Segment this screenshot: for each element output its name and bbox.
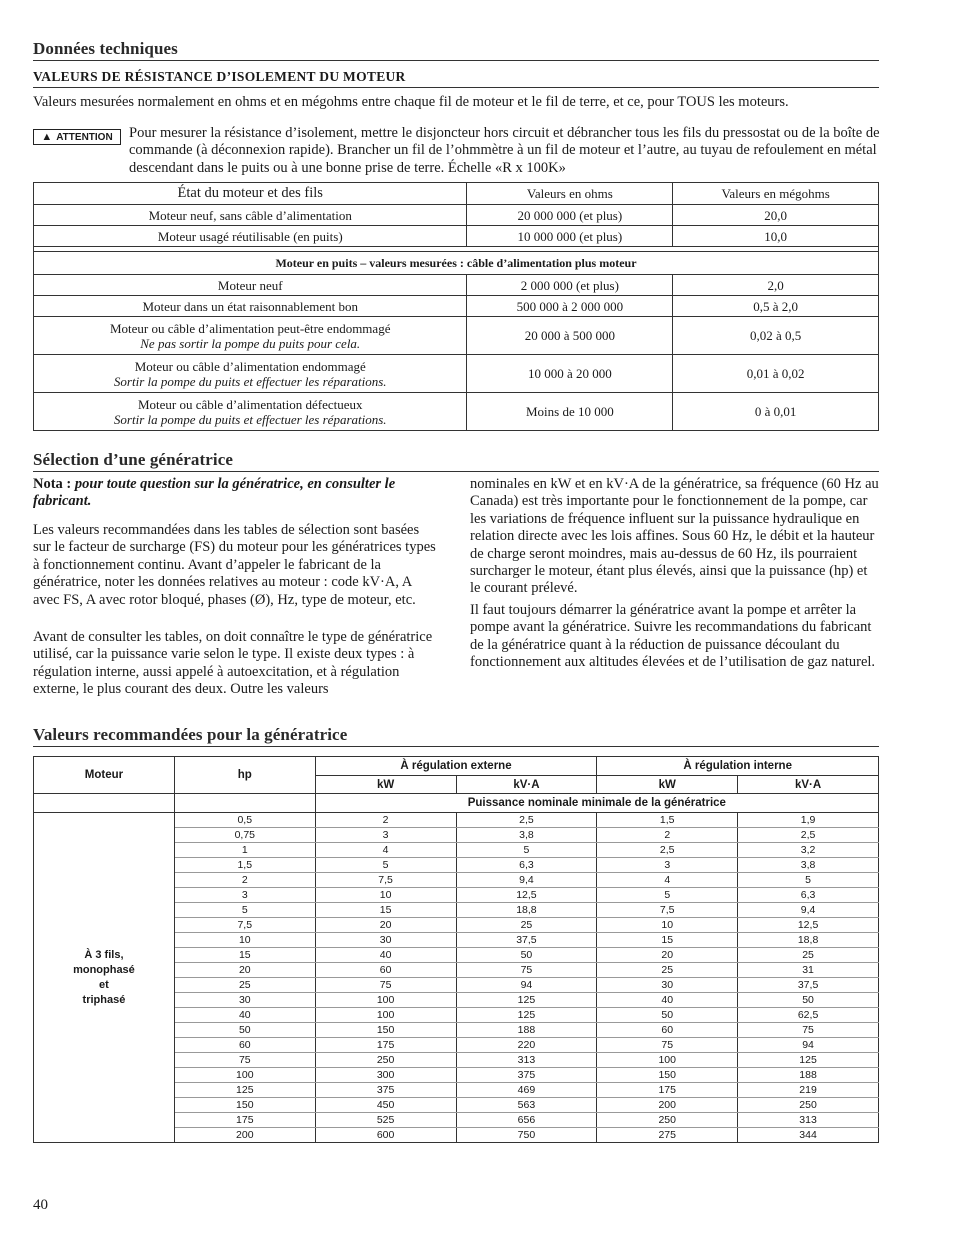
cell-kw-external: 5	[315, 858, 456, 873]
cell-kw-internal: 20	[597, 948, 738, 963]
cell-hp: 3	[174, 888, 315, 903]
cell-kw-internal: 275	[597, 1128, 738, 1143]
header-hp: hp	[174, 757, 315, 794]
cell-kw-external: 30	[315, 933, 456, 948]
table-header-row	[34, 757, 879, 776]
left-paragraph-2: Avant de consulter les tables, on doit connaître le type de génératrice utilisé, car la puissance varie selon le type. Il existe deux types : à régulation interne, aussi appelé à autoexcitation, et à régulation externe, le plus courant des deux. Outre les valeurs	[33, 629, 433, 698]
cell-kva-internal: 6,3	[738, 888, 879, 903]
cell-hp: 20	[174, 963, 315, 978]
cell-kw-internal: 2,5	[597, 843, 738, 858]
cell-kw-internal: 60	[597, 1023, 738, 1038]
cell-ohms: 500 000 à 2 000 000	[467, 296, 673, 317]
attention-text: Pour mesurer la résistance d’isolement, mettre le disjoncteur hors circuit et débrancher tous les fils du pressostat ou de la boîte de commande (à déconnexion rapide). Brancher un fil de l’ohmmètre à un fil de moteur et l’autre, au tuyau de refoulement en métal descendant dans le puits ou à une bonne prise de terre. Échelle «R x 100K»	[129, 125, 880, 176]
cell-kva-internal: 1,9	[738, 813, 879, 828]
cell-megohms: 0,02 à 0,5	[673, 317, 879, 355]
cell-kva-internal: 344	[738, 1128, 879, 1143]
cell-hp: 10	[174, 933, 315, 948]
table-row	[34, 317, 879, 355]
cell-kva-external: 563	[456, 1098, 597, 1113]
cell-kva-external: 469	[456, 1083, 597, 1098]
nota-paragraph	[33, 476, 433, 511]
cell-hp: 0,5	[174, 813, 315, 828]
cell-kva-internal: 94	[738, 1038, 879, 1053]
section-title-recommended-values: Valeurs recommandées pour la génératrice	[33, 725, 879, 747]
cell-kva-external: 18,8	[456, 903, 597, 918]
cell-kw-internal: 15	[597, 933, 738, 948]
cell-motor-type: À 3 fils, monophasé et triphasé	[34, 813, 175, 1143]
cell-state-note: Sortir la pompe du puits et effectuer les réparations.	[113, 373, 387, 389]
cell-state	[34, 393, 467, 431]
cell-hp: 125	[174, 1083, 315, 1098]
cell-kw-internal: 30	[597, 978, 738, 993]
cell-kw-external: 100	[315, 993, 456, 1008]
cell-kva-external: 50	[456, 948, 597, 963]
cell-kva-internal: 12,5	[738, 918, 879, 933]
cell-kva-external: 375	[456, 1068, 597, 1083]
cell-kw-internal: 2	[597, 828, 738, 843]
right-paragraph-1: nominales en kW et en kV·A de la génératrice, sa fréquence (60 Hz au Canada) est très importante pour le fonctionnement de la pompe, car les variations de fréquence influent sur la puissance hydraulique en relation directe avec les lois affines. Sous 60 Hz, le débit et la hauteur de charge seront moindres, mais au-dessus de 60 Hz, ils pourraient surcharger le moteur, étant plus élevés, ainsi que la puissance (hp) et le courant prélevé.	[470, 476, 879, 597]
cell-hp: 50	[174, 1023, 315, 1038]
cell-kw-external: 60	[315, 963, 456, 978]
cell-kva-internal: 125	[738, 1053, 879, 1068]
section-title-technical-data: Données techniques	[33, 39, 879, 61]
header-kva-internal: kV·A	[738, 776, 879, 794]
cell-state: Moteur neuf	[34, 275, 467, 296]
cell-megohms: 10,0	[673, 226, 879, 247]
cell-kw-internal: 40	[597, 993, 738, 1008]
header-external-regulation: À régulation externe	[315, 757, 597, 776]
cell-kva-external: 313	[456, 1053, 597, 1068]
generator-table-body	[34, 813, 879, 1143]
intro-paragraph: Valeurs mesurées normalement en ohms et en mégohms entre chaque fil de moteur et le fil de terre, et ce, pour TOUS les moteurs.	[33, 94, 789, 110]
cell-ohms: 20 000 à 500 000	[467, 317, 673, 355]
cell-kva-external: 125	[456, 1008, 597, 1023]
cell-kw-external: 375	[315, 1083, 456, 1098]
cell-ohms: 2 000 000 (et plus)	[467, 275, 673, 296]
cell-state	[34, 317, 467, 355]
cell-kva-external: 656	[456, 1113, 597, 1128]
cell-kw-external: 75	[315, 978, 456, 993]
cell-kw-external: 15	[315, 903, 456, 918]
cell-kw-external: 250	[315, 1053, 456, 1068]
right-paragraph-2: Il faut toujours démarrer la génératrice avant la pompe et arrêter la pompe avant la génératrice. Suivre les recommandations du fabricant de la génératrice quant à la réduction de puissance découlant du fonctionnement aux altitudes élevées et de l’utilisation de gaz naturel.	[470, 602, 876, 671]
cell-hp: 1	[174, 843, 315, 858]
generator-table	[33, 756, 879, 1143]
table-row	[34, 393, 879, 431]
cell-kva-internal: 25	[738, 948, 879, 963]
cell-kva-internal: 188	[738, 1068, 879, 1083]
cell-kva-external: 220	[456, 1038, 597, 1053]
table-row	[34, 205, 879, 226]
cell-kva-external: 6,3	[456, 858, 597, 873]
header-motor: Moteur	[34, 757, 175, 794]
cell-kw-external: 175	[315, 1038, 456, 1053]
cell-kw-internal: 5	[597, 888, 738, 903]
header-kva-external: kV·A	[456, 776, 597, 794]
section-title-generator-selection: Sélection d’une génératrice	[33, 450, 879, 472]
cell-kw-external: 600	[315, 1128, 456, 1143]
cell-kva-external: 9,4	[456, 873, 597, 888]
cell-megohms: 0,5 à 2,0	[673, 296, 879, 317]
cell-kw-external: 20	[315, 918, 456, 933]
cell-kva-internal: 3,2	[738, 843, 879, 858]
cell-hp: 75	[174, 1053, 315, 1068]
attention-badge	[33, 129, 121, 145]
header-minimum-rating: Puissance nominale minimale de la génératrice	[315, 794, 878, 813]
cell-state-text: Moteur ou câble d’alimentation peut-être endommagé	[109, 320, 391, 336]
cell-hp: 30	[174, 993, 315, 1008]
cell-hp: 150	[174, 1098, 315, 1113]
header-kw-external: kW	[315, 776, 456, 794]
cell-hp: 15	[174, 948, 315, 963]
header-ohms: Valeurs en ohms	[467, 183, 673, 205]
cell-kva-external: 37,5	[456, 933, 597, 948]
header-megohms: Valeurs en mégohms	[673, 183, 879, 205]
cell-ohms: 20 000 000 (et plus)	[467, 205, 673, 226]
cell-hp: 25	[174, 978, 315, 993]
cell-kw-internal: 4	[597, 873, 738, 888]
cell-state: Moteur usagé réutilisable (en puits)	[34, 226, 467, 247]
cell-kw-external: 2	[315, 813, 456, 828]
cell-hp: 5	[174, 903, 315, 918]
cell-kw-external: 100	[315, 1008, 456, 1023]
cell-kva-internal: 9,4	[738, 903, 879, 918]
cell-megohms: 0,01 à 0,02	[673, 355, 879, 393]
cell-kva-internal: 31	[738, 963, 879, 978]
cell-hp: 0,75	[174, 828, 315, 843]
cell-kva-external: 188	[456, 1023, 597, 1038]
cell-megohms: 20,0	[673, 205, 879, 226]
cell-kva-internal: 50	[738, 993, 879, 1008]
cell-kw-internal: 250	[597, 1113, 738, 1128]
cell-kva-internal: 37,5	[738, 978, 879, 993]
table-row	[34, 275, 879, 296]
cell-kw-internal: 175	[597, 1083, 738, 1098]
cell-kw-internal: 25	[597, 963, 738, 978]
warning-triangle-icon: ▲	[41, 131, 53, 143]
cell-hp: 2	[174, 873, 315, 888]
page-number: 40	[33, 1197, 48, 1213]
cell-hp: 60	[174, 1038, 315, 1053]
cell-kw-external: 3	[315, 828, 456, 843]
cell-kva-external: 125	[456, 993, 597, 1008]
table-header-row	[34, 794, 879, 813]
cell-state-text: Moteur ou câble d’alimentation endommagé	[134, 358, 366, 374]
cell-hp: 200	[174, 1128, 315, 1143]
cell-kva-internal: 5	[738, 873, 879, 888]
cell-kw-external: 4	[315, 843, 456, 858]
cell-kw-internal: 1,5	[597, 813, 738, 828]
cell-kva-internal: 250	[738, 1098, 879, 1113]
nota-label: Nota :	[33, 476, 72, 492]
cell-state-note: Sortir la pompe du puits et effectuer les réparations.	[113, 411, 387, 427]
cell-kva-external: 5	[456, 843, 597, 858]
cell-state-text: Moteur ou câble d’alimentation défectueux	[137, 396, 363, 412]
cell-state: Moteur neuf, sans câble d’alimentation	[34, 205, 467, 226]
cell-kva-external: 25	[456, 918, 597, 933]
cell-kva-external: 2,5	[456, 813, 597, 828]
header-kw-internal: kW	[597, 776, 738, 794]
cell-kw-internal: 75	[597, 1038, 738, 1053]
table-group-row	[34, 252, 879, 275]
cell-kva-external: 75	[456, 963, 597, 978]
subtitle-insulation-resistance: VALEURS DE RÉSISTANCE D’ISOLEMENT DU MOTEUR	[33, 69, 879, 88]
cell-kw-external: 150	[315, 1023, 456, 1038]
cell-kw-internal: 3	[597, 858, 738, 873]
cell-kw-internal: 150	[597, 1068, 738, 1083]
table-header-row	[34, 183, 879, 205]
cell-kw-external: 10	[315, 888, 456, 903]
cell-kw-external: 525	[315, 1113, 456, 1128]
cell-hp: 1,5	[174, 858, 315, 873]
group-label: Moteur en puits – valeurs mesurées : câble d’alimentation plus moteur	[34, 252, 879, 275]
cell-kva-internal: 219	[738, 1083, 879, 1098]
cell-kw-internal: 200	[597, 1098, 738, 1113]
table-row	[34, 813, 879, 828]
cell-hp: 100	[174, 1068, 315, 1083]
cell-kva-internal: 75	[738, 1023, 879, 1038]
table-row	[34, 355, 879, 393]
cell-kw-internal: 50	[597, 1008, 738, 1023]
cell-hp: 7,5	[174, 918, 315, 933]
insulation-table	[33, 182, 879, 431]
cell-ohms: 10 000 000 (et plus)	[467, 226, 673, 247]
cell-megohms: 2,0	[673, 275, 879, 296]
cell-kva-internal: 3,8	[738, 858, 879, 873]
table-row	[34, 226, 879, 247]
header-state: État du moteur et des fils	[34, 183, 467, 205]
cell-kva-internal: 62,5	[738, 1008, 879, 1023]
cell-kva-external: 12,5	[456, 888, 597, 903]
nota-text: pour toute question sur la génératrice, en consulter le fabricant.	[33, 476, 396, 510]
cell-kw-internal: 7,5	[597, 903, 738, 918]
cell-kw-external: 300	[315, 1068, 456, 1083]
cell-kw-internal: 10	[597, 918, 738, 933]
cell-kva-internal: 2,5	[738, 828, 879, 843]
cell-state	[34, 355, 467, 393]
table-row	[34, 296, 879, 317]
cell-ohms: Moins de 10 000	[467, 393, 673, 431]
cell-kw-external: 450	[315, 1098, 456, 1113]
cell-kva-external: 94	[456, 978, 597, 993]
cell-ohms: 10 000 à 20 000	[467, 355, 673, 393]
cell-state-note: Ne pas sortir la pompe du puits pour cela.	[140, 335, 361, 351]
cell-kva-external: 750	[456, 1128, 597, 1143]
cell-kva-external: 3,8	[456, 828, 597, 843]
cell-kw-internal: 100	[597, 1053, 738, 1068]
cell-kva-internal: 18,8	[738, 933, 879, 948]
left-paragraph-1: Les valeurs recommandées dans les tables de sélection sont basées sur le facteur de surcharge (FS) du moteur pour les génératrices types à fonctionnement continu. Avant d’appeler le fabricant de la génératrice, noter les données relatives au moteur : code kV·A, A avec FS, A avec rotor bloqué, phases (Ø), Hz, type de moteur, etc.	[33, 522, 436, 608]
cell-state: Moteur dans un état raisonnablement bon	[34, 296, 467, 317]
header-internal-regulation: À régulation interne	[597, 757, 879, 776]
cell-kw-external: 7,5	[315, 873, 456, 888]
cell-hp: 40	[174, 1008, 315, 1023]
cell-kva-internal: 313	[738, 1113, 879, 1128]
attention-label: ATTENTION	[56, 131, 113, 143]
cell-kw-external: 40	[315, 948, 456, 963]
cell-hp: 175	[174, 1113, 315, 1128]
cell-megohms: 0 à 0,01	[673, 393, 879, 431]
